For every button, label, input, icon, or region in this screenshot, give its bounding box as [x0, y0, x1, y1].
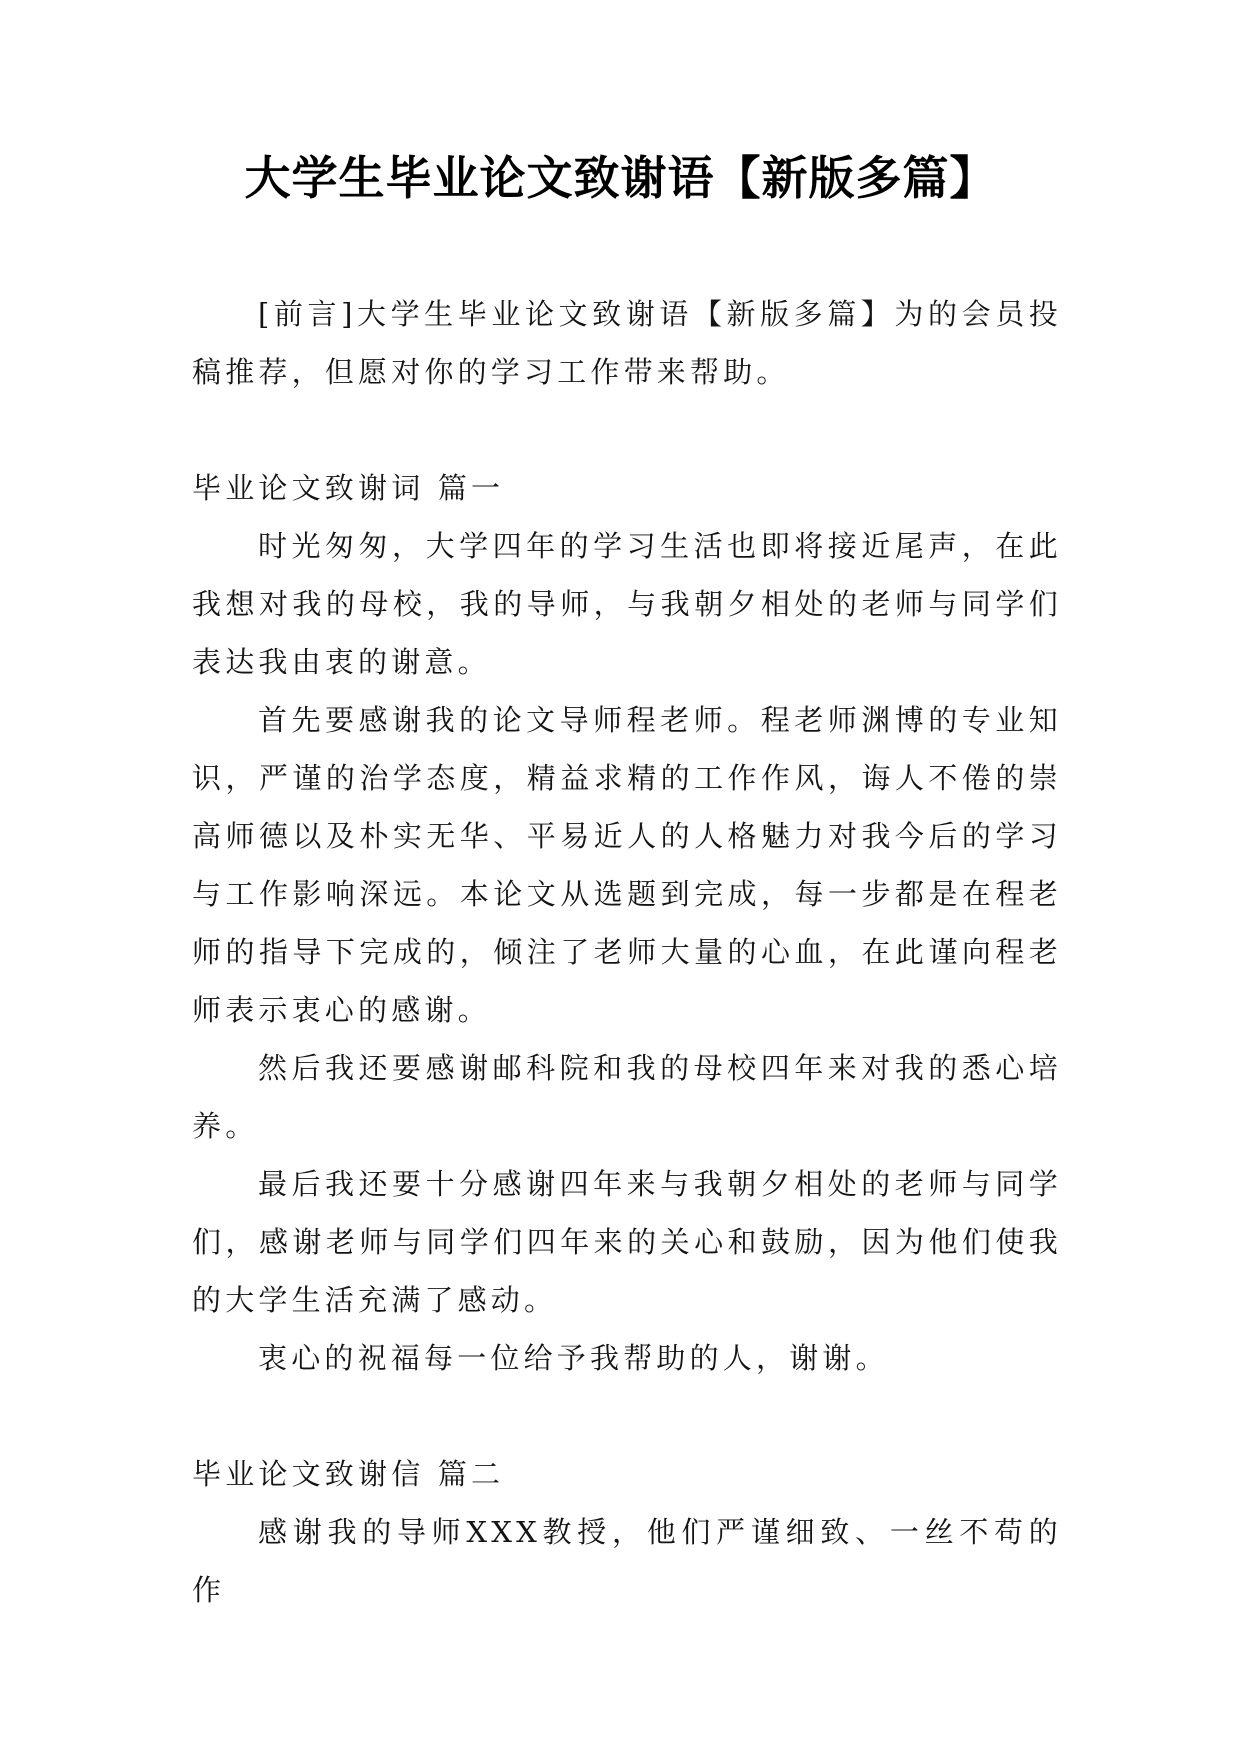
section1-paragraph-5: 衷心的祝福每一位给予我帮助的人，谢谢。 [258, 1341, 889, 1375]
section-heading-1: 毕业论文致谢词 篇一 [192, 471, 505, 505]
section1-paragraph-4: 最后我还要十分感谢四年来与我朝夕相处的老师与同学们，感谢老师与同学们四年来的关心和鼓励，因为他们使我的大学生活充满了感动。 [192, 1167, 1062, 1317]
document-body [192, 285, 1062, 1619]
section-heading-2: 毕业论文致谢信 篇二 [192, 1457, 505, 1491]
section-spacer [192, 1387, 1062, 1445]
preface-paragraph: [前言]大学生毕业论文致谢语【新版多篇】为的会员投稿推荐，但愿对你的学习工作带来帮助。 [192, 297, 1062, 389]
document-title: 大学生毕业论文致谢语【新版多篇】 [244, 151, 997, 205]
section1-paragraph-2: 首先要感谢我的论文导师程老师。程老师渊博的专业知识，严谨的治学态度，精益求精的工作作风，诲人不倦的崇高师德以及朴实无华、平易近人的人格魅力对我今后的学习与工作影响深远。本论文从选题到完成，每一步都是在程老师的指导下完成的，倾注了老师大量的心血，在此谨向程老师表示衷心的感谢。 [192, 703, 1062, 1027]
section2-paragraph-1: 感谢我的导师XXX教授，他们严谨细致、一丝不苟的作 [192, 1515, 1062, 1607]
section1-paragraph-1: 时光匆匆，大学四年的学习生活也即将接近尾声，在此我想对我的母校，我的导师，与我朝夕相处的老师与同学们表达我由衷的谢意。 [192, 529, 1062, 679]
section-spacer [192, 401, 1062, 459]
section1-paragraph-3: 然后我还要感谢邮科院和我的母校四年来对我的悉心培养。 [192, 1051, 1062, 1143]
